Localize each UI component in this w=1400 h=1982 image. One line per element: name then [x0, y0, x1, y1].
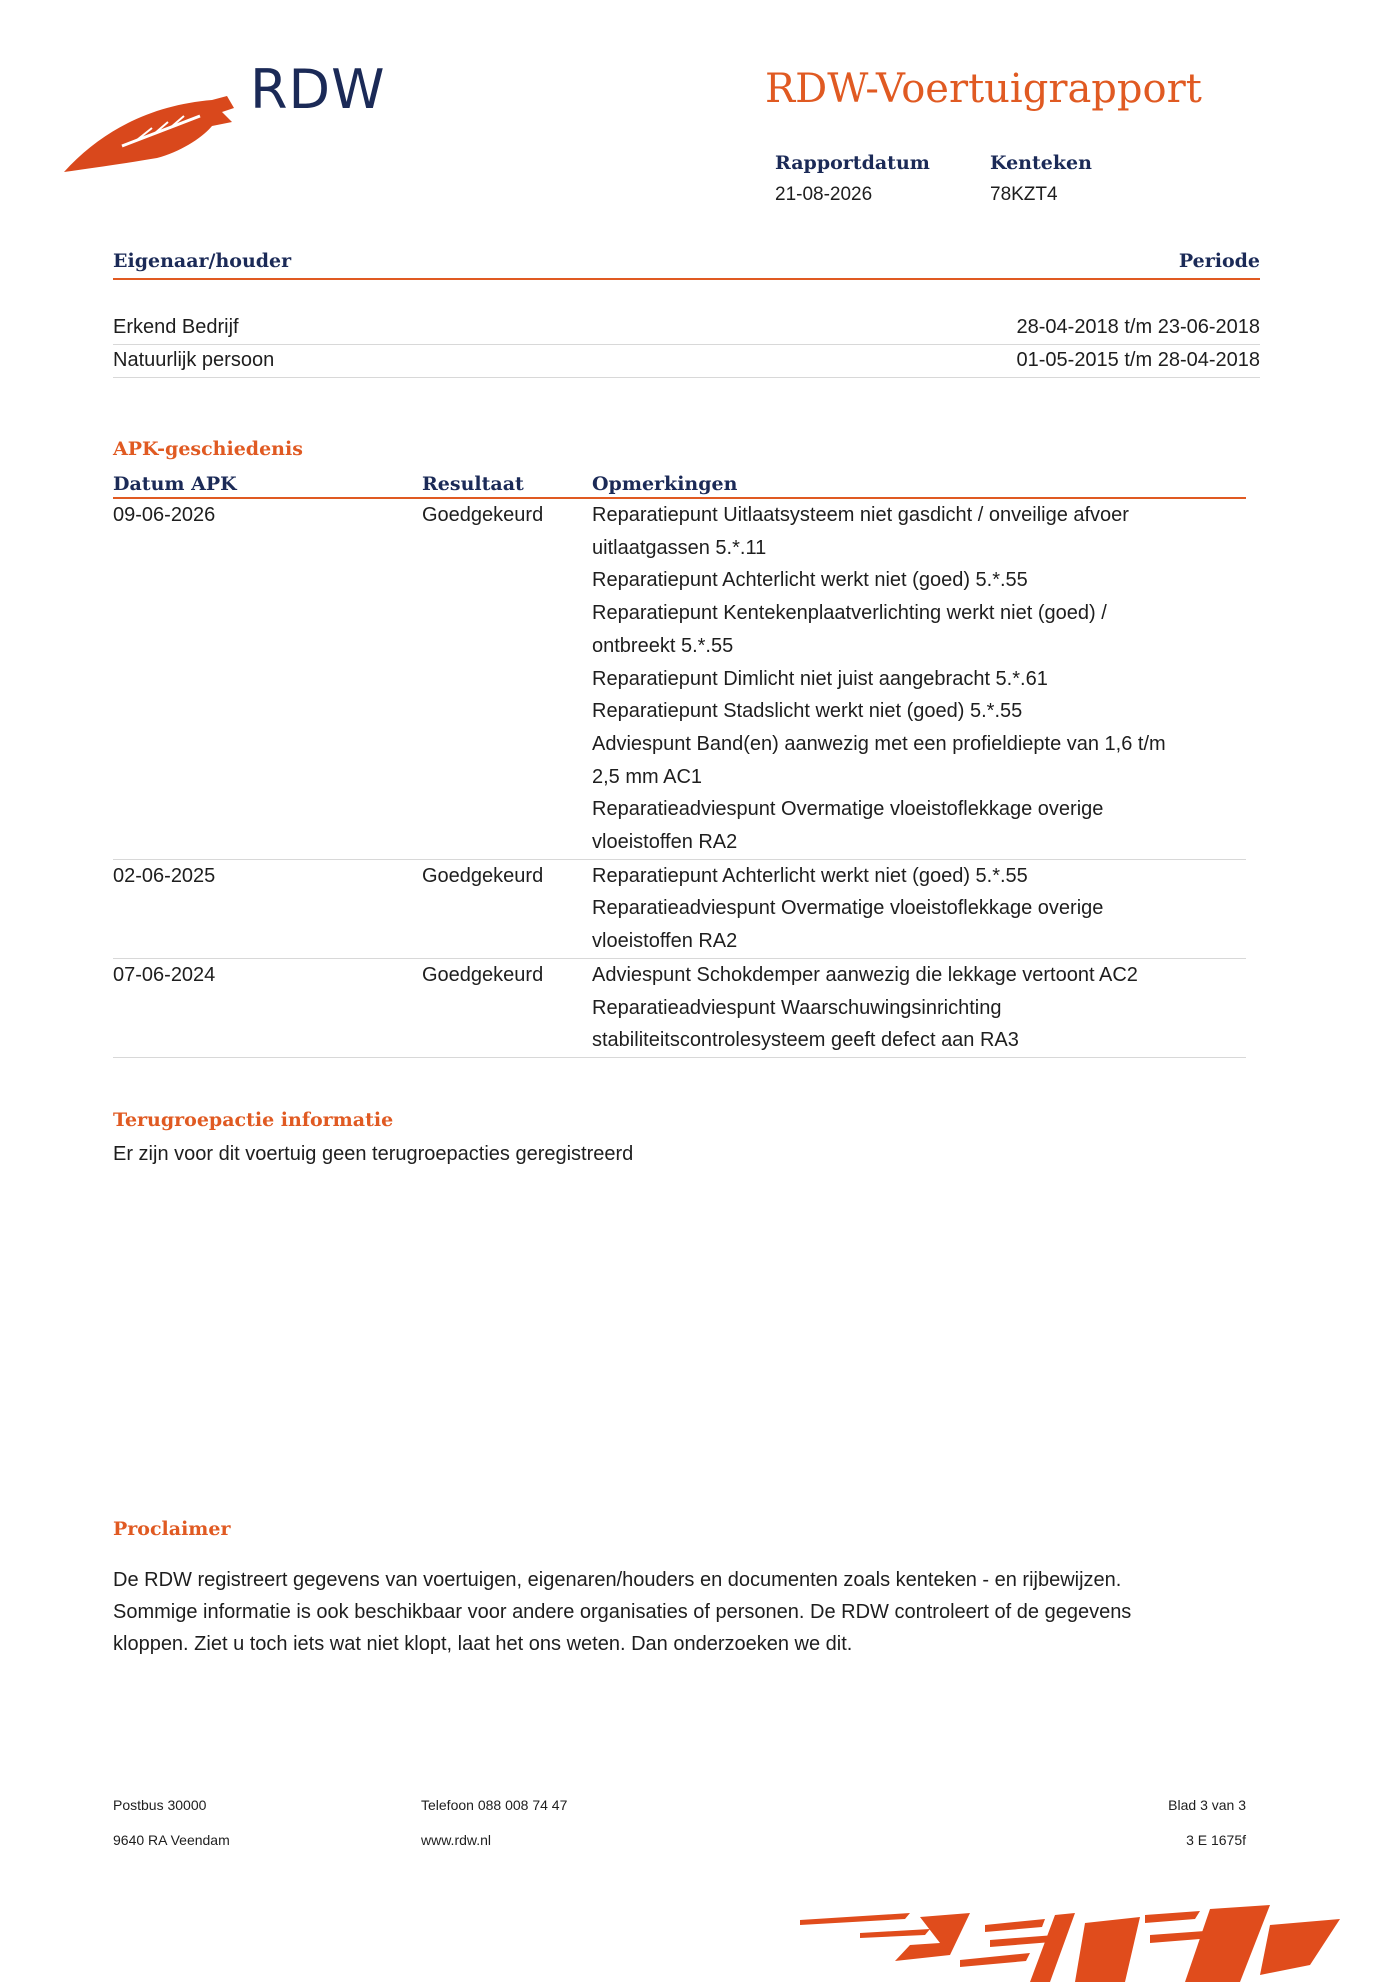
- report-date-label: Rapportdatum: [775, 152, 930, 174]
- owner-period: 28-04-2018 t/m 23-06-2018: [1016, 316, 1260, 338]
- apk-remark-line: vloeistoffen RA2: [592, 930, 738, 953]
- plate-label: Kenteken: [990, 152, 1092, 174]
- decorative-stripes-icon: [800, 1905, 1400, 1982]
- footer-page-number: Blad 3 van 3: [1168, 1797, 1246, 1813]
- apk-result-header: Resultaat: [422, 473, 524, 495]
- apk-result: Goedgekeurd: [422, 963, 544, 986]
- owner-period: 01-05-2015 t/m 28-04-2018: [1016, 349, 1260, 371]
- logo-text: RDW: [250, 58, 386, 121]
- period-column-header: Periode: [1178, 250, 1260, 272]
- apk-row: [113, 499, 1246, 860]
- apk-remarks: [592, 959, 1246, 1057]
- footer-address-2: 9640 RA Veendam: [113, 1832, 230, 1848]
- footer-phone: Telefoon 088 008 74 47: [421, 1797, 568, 1813]
- apk-remark-line: vloeistoffen RA2: [592, 831, 738, 854]
- report-date-value: 21-08-2026: [775, 184, 873, 205]
- proclaimer-line: De RDW registreert gegevens van voertuigen, eigenaren/houders en documenten zoals kenteken - en rijbewijzen.: [113, 1569, 1122, 1591]
- apk-date: 07-06-2024: [113, 963, 216, 986]
- footer-document-code: 3 E 1675f: [1186, 1832, 1246, 1848]
- owner-name: Erkend Bedrijf: [113, 316, 239, 338]
- footer-website[interactable]: www.rdw.nl: [421, 1832, 492, 1848]
- apk-section-title: APK-geschiedenis: [113, 438, 303, 460]
- proclaimer-line: kloppen. Ziet u toch iets wat niet klopt, laat het ons weten. Dan onderzoeken we dit.: [113, 1633, 853, 1655]
- apk-remark-line: stabiliteitscontrolesysteem geeft defect aan RA3: [592, 1029, 1019, 1052]
- row-divider: [113, 377, 1260, 378]
- footer-address-1: Postbus 30000: [113, 1797, 207, 1813]
- apk-remark-line: 2,5 mm AC1: [592, 765, 703, 788]
- proclaimer-title: Proclaimer: [113, 1518, 231, 1540]
- apk-remark-line: Reparatiepunt Stadslicht werkt niet (goed) 5.*.55: [592, 700, 1023, 723]
- apk-remark-line: Adviespunt Schokdemper aanwezig die lekkage vertoont AC2: [592, 963, 1138, 986]
- apk-remark-line: Reparatieadviespunt Waarschuwingsinrichting: [592, 996, 1002, 1019]
- apk-rows: [113, 499, 1246, 1058]
- apk-remark-line: Reparatieadviespunt Overmatige vloeistoflekkage overige: [592, 897, 1104, 920]
- apk-date: 09-06-2026: [113, 504, 216, 526]
- apk-row: [113, 860, 1246, 959]
- owner-column-header: Eigenaar/houder: [113, 250, 292, 272]
- owners-header-rule: [113, 278, 1260, 280]
- apk-row: [113, 959, 1246, 1058]
- recall-section-title: Terugroepactie informatie: [113, 1109, 394, 1131]
- apk-remark-line: Reparatiepunt Dimlicht niet juist aangebracht 5.*.61: [592, 667, 1048, 690]
- apk-result: Goedgekeurd: [422, 504, 544, 526]
- owner-name: Natuurlijk persoon: [113, 349, 275, 371]
- apk-table: [113, 467, 1246, 1058]
- apk-table-header: [113, 467, 1246, 495]
- apk-remarks: [592, 860, 1246, 958]
- apk-remark-line: ontbreekt 5.*.55: [592, 634, 734, 657]
- apk-remark-line: Reparatieadviespunt Overmatige vloeistoflekkage overige: [592, 798, 1104, 821]
- proclaimer-line: Sommige informatie is ook beschikbaar voor andere organisaties of personen. De RDW controleert of de gegevens: [113, 1601, 1132, 1623]
- apk-remark-line: uitlaatgassen 5.*.11: [592, 536, 767, 559]
- report-title: RDW-Voertuigrapport: [765, 66, 1202, 112]
- apk-date-header: Datum APK: [113, 473, 237, 495]
- apk-remarks: [592, 499, 1246, 859]
- proclaimer-text: [113, 1564, 1263, 1660]
- apk-result: Goedgekeurd: [422, 864, 544, 887]
- apk-remark-line: Reparatiepunt Achterlicht werkt niet (goed) 5.*.55: [592, 569, 1028, 592]
- apk-remark-line: Adviespunt Band(en) aanwezig met een profieldiepte van 1,6 t/m: [592, 732, 1166, 755]
- apk-remark-line: Reparatiepunt Uitlaatsysteem niet gasdicht / onveilige afvoer: [592, 504, 1129, 526]
- recall-text: Er zijn voor dit voertuig geen terugroepacties geregistreerd: [113, 1143, 634, 1165]
- apk-remark-line: Reparatiepunt Achterlicht werkt niet (goed) 5.*.55: [592, 864, 1028, 887]
- apk-remark-line: Reparatiepunt Kentekenplaatverlichting werkt niet (goed) /: [592, 602, 1107, 625]
- plate-value: 78KZT4: [990, 184, 1058, 205]
- apk-date: 02-06-2025: [113, 864, 216, 887]
- apk-remarks-header: Opmerkingen: [592, 473, 738, 495]
